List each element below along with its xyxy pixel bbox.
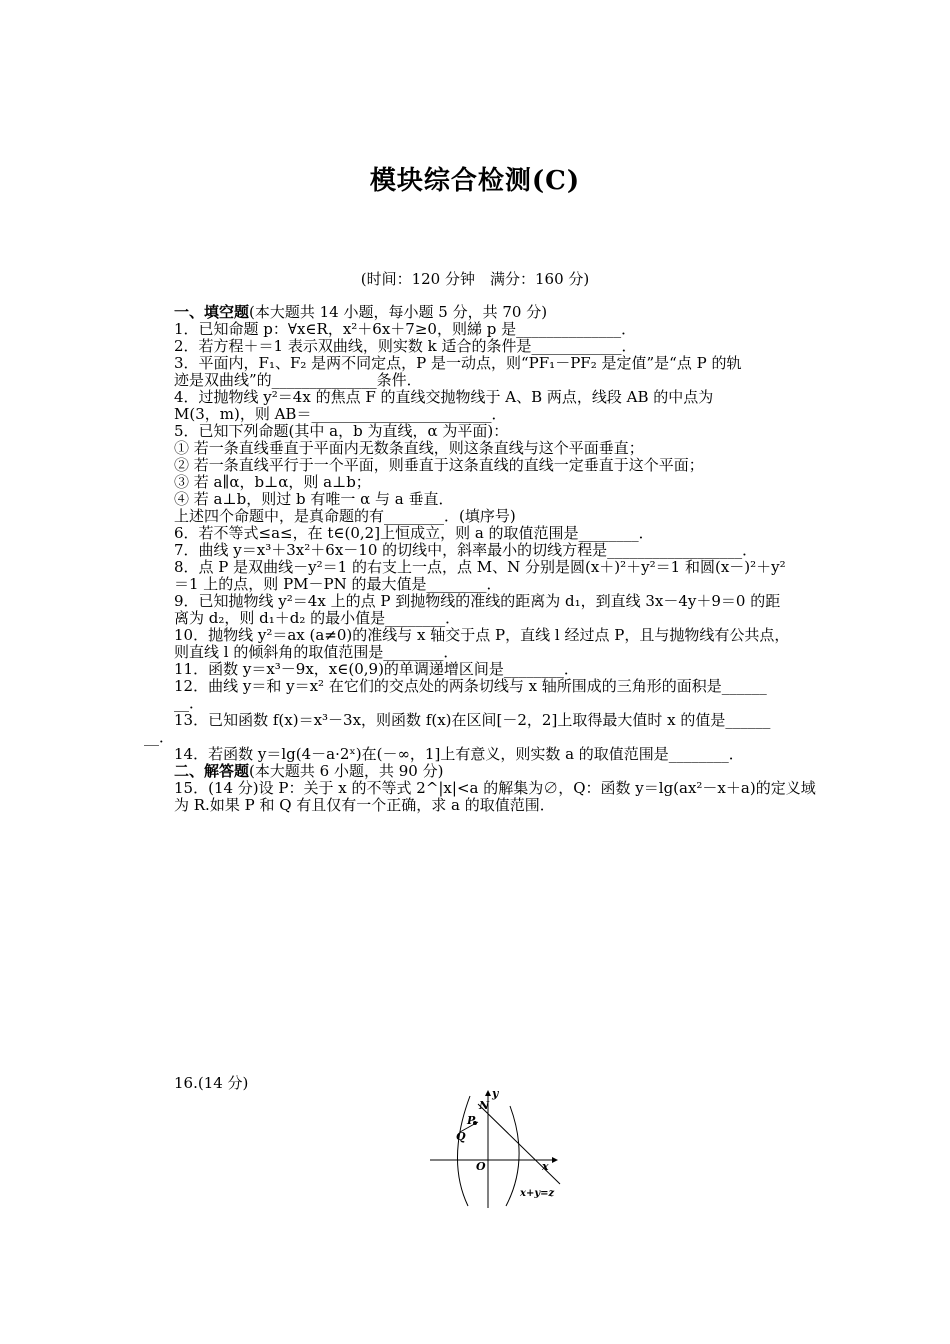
text-line: 8．点 P 是双曲线－y²＝1 的右支上一点，点 M、N 分别是圆(x＋)²＋y²＝1 和圆(x－)²＋y² (174, 558, 786, 576)
text-line: 2．若方程＋＝1 表示双曲线，则实数 k 适合的条件是____________． (174, 337, 637, 355)
text-line: 15．(14 分)设 P：关于 x 的不等式 2^|x|<a 的解集为∅，Q：函数 y＝lg(ax²－x＋a)的定义域 (174, 779, 816, 797)
text-line: 为 R.如果 P 和 Q 有且仅有一个正确，求 a 的取值范围． (174, 796, 555, 814)
question-body (144, 303, 816, 814)
text-line: M(3，m)，则 AB＝________________________． (174, 405, 507, 423)
text-line: ③ 若 a∥α，b⊥α，则 a⊥b； (174, 473, 371, 491)
section-heading: 二、解答题(本大题共 6 小题，共 90 分) (174, 762, 444, 780)
q-label: Q (456, 1130, 466, 1143)
text-line: 12．曲线 y＝和 y＝x² 在它们的交点处的两条切线与 x 轴所围成的三角形的面积是______ (174, 677, 767, 695)
text-line: 10．抛物线 y²＝ax (a≠0)的准线与 x 轴交于点 P，直线 l 经过点 P，且与抛物线有公共点， (174, 626, 790, 644)
text-line: 6．若不等式≤a≤，在 t∈(0,2]上恒成立，则 a 的取值范围是________． (174, 524, 654, 542)
p-label: P (467, 1114, 476, 1127)
text-line: ② 若一条直线平行于一个平面，则垂直于这条直线的直线一定垂直于这个平面； (174, 456, 704, 474)
text-line: ④ 若 a⊥b，则过 b 有唯一 α 与 a 垂直． (174, 490, 454, 508)
x-axis-label: x (542, 1160, 549, 1173)
text-line: 3．平面内，F₁、F₂ 是两不同定点，P 是一动点，则“PF₁－PF₂ 是定值”是“点 P 的轨 (174, 354, 742, 372)
text-line: 11．函数 y＝x³－9x，x∈(0,9)的单调递增区间是________． (174, 660, 579, 678)
n-label: N (479, 1099, 490, 1112)
text-line: __． (174, 694, 205, 712)
right-branch (506, 1106, 519, 1206)
text-line: 1．已知命题 p：∀x∈R，x²＋6x＋7≥0，则綈 p 是______________． (174, 320, 637, 338)
exam-info: (时间：120 分钟 满分：160 分) (360, 270, 590, 288)
text-line: ＝1 上的点，则 PM－PN 的最大值是________． (174, 575, 502, 593)
text-line: 7．曲线 y＝x³＋3x²＋6x－10 的切线中，斜率最小的切线方程是__________________． (174, 541, 758, 559)
text-line: 5．已知下列命题(其中 a，b 为直线，α 为平面)： (174, 422, 509, 440)
left-branch (457, 1096, 470, 1206)
text-line: 9．已知抛物线 y²＝4x 上的点 P 到抛物线的准线的距离为 d₁，到直线 3x－4y＋9＝0 的距 (174, 592, 781, 610)
text-line: 迹是双曲线”的______________条件． (174, 371, 422, 389)
figure-svg (428, 1088, 568, 1212)
page-title: 模块综合检测(C) (369, 166, 581, 196)
y-axis-label: y (492, 1088, 499, 1100)
question-16-label: 16.(14 分) (174, 1074, 249, 1092)
text-line: 14．若函数 y＝lg(4－a·2ˣ)在(－∞，1]上有意义，则实数 a 的取值范围是________． (174, 745, 744, 763)
x-arrow-icon (552, 1157, 558, 1163)
section-heading: 一、填空题(本大题共 14 小题，每小题 5 分，共 70 分) (174, 303, 548, 321)
text-line: 上述四个命题中，是真命题的有________．(填序号) (174, 507, 516, 525)
text-line: 4．过抛物线 y²＝4x 的焦点 F 的直线交抛物线于 A、B 两点，线段 AB 的中点为 (174, 388, 714, 406)
text-line: 则直线 l 的倾斜角的取值范围是________． (174, 643, 459, 661)
text-line: __． (144, 728, 175, 746)
text-line: 离为 d₂，则 d₁＋d₂ 的最小值是________． (174, 609, 461, 627)
text-line: 13．已知函数 f(x)＝x³－3x，则函数 f(x)在区间[－2，2]上取得最大值时 x 的值是______ (174, 711, 771, 729)
origin-label: O (476, 1160, 486, 1173)
y-arrow-icon (485, 1090, 491, 1096)
line-label: x+y=z (520, 1188, 555, 1199)
hyperbola-figure (428, 1088, 568, 1212)
text-line: ① 若一条直线垂直于平面内无数条直线，则这条直线与这个平面垂直； (174, 439, 644, 457)
